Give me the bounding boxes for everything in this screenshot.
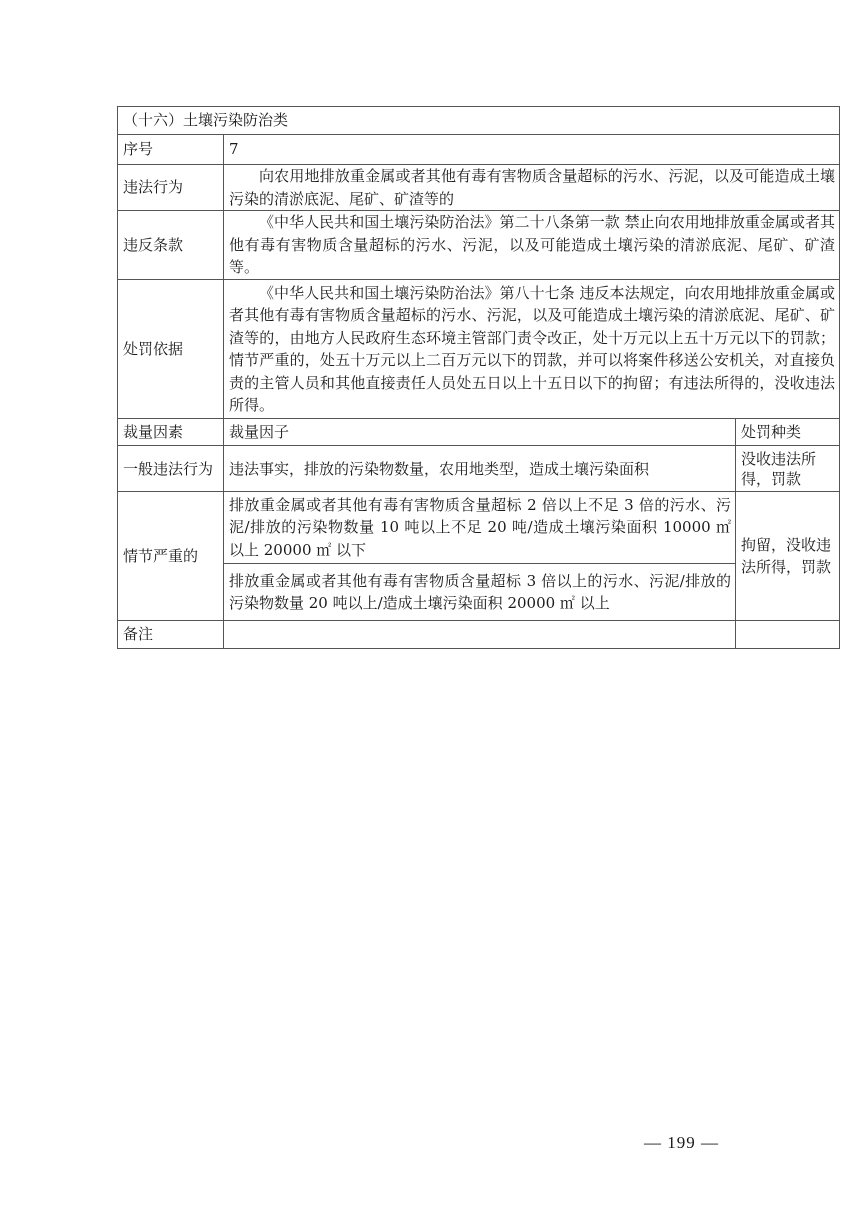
penalty-type-header: 处罚种类 <box>736 419 840 446</box>
factor-label-header: 裁量因素 <box>118 419 224 446</box>
note-value <box>224 621 736 649</box>
section-title-row <box>118 107 840 135</box>
severe-factor-1: 排放重金属或者其他有毒有害物质含量超标 2 倍以上不足 3 倍的污水、污泥/排放的污染物数量 10 吨以上不足 20 吨/造成土壤污染面积 10000 ㎡ 以上 20000 ㎡ 以下 <box>224 492 736 564</box>
severe-row-1 <box>118 492 840 564</box>
clause-label: 违反条款 <box>118 211 224 280</box>
clause-row <box>118 211 840 280</box>
clause-value: 《中华人民共和国土壤污染防治法》第二十八条第一款 禁止向农用地排放重金属或者其他有毒有害物质含量超标的污水、污泥，以及可能造成土壤污染的清淤底泥、尾矿、矿渣等。 <box>224 211 840 280</box>
seq-value: 7 <box>224 135 840 165</box>
discretion-table <box>117 106 840 649</box>
general-penalty: 没收违法所得，罚款 <box>736 446 840 492</box>
basis-row <box>118 280 840 419</box>
violation-label: 违法行为 <box>118 165 224 211</box>
violation-value: 向农用地排放重金属或者其他有毒有害物质含量超标的污水、污泥，以及可能造成土壤污染的清淤底泥、尾矿、矿渣等的 <box>224 165 840 211</box>
note-label: 备注 <box>118 621 224 649</box>
section-title: （十六）土壤污染防治类 <box>118 107 840 135</box>
factor-detail-header: 裁量因子 <box>224 419 736 446</box>
general-label: 一般违法行为 <box>118 446 224 492</box>
factor-header-row <box>118 419 840 446</box>
general-row <box>118 446 840 492</box>
note-row <box>118 621 840 649</box>
severe-label: 情节严重的 <box>118 492 224 621</box>
severe-row-2 <box>118 564 840 621</box>
severe-penalty: 拘留，没收违法所得，罚款 <box>736 492 840 621</box>
basis-value: 《中华人民共和国土壤污染防治法》第八十七条 违反本法规定，向农用地排放重金属或者其他有毒有害物质含量超标的污水、污泥，以及可能造成土壤污染的清淤底泥、尾矿、矿渣等的，由地方人民政府生态环境主管部门责令改正，处十万元以上五十万元以下的罚款；情节严重的，处五十万元以上二百万元以下的罚款，并可以将案件移送公安机关，对直接负责的主管人员和其他直接责任人员处五日以上十五日以下的拘留；有违法所得的，没收违法所得。 <box>224 280 840 419</box>
severe-factor-2: 排放重金属或者其他有毒有害物质含量超标 3 倍以上的污水、污泥/排放的污染物数量 20 吨以上/造成土壤污染面积 20000 ㎡ 以上 <box>224 564 736 621</box>
basis-label: 处罚依据 <box>118 280 224 419</box>
note-extra <box>736 621 840 649</box>
general-factor: 违法事实，排放的污染物数量，农用地类型，造成土壤污染面积 <box>224 446 736 492</box>
seq-row <box>118 135 840 165</box>
page-number: — 199 — <box>644 1133 719 1152</box>
violation-row <box>118 165 840 211</box>
seq-label: 序号 <box>118 135 224 165</box>
